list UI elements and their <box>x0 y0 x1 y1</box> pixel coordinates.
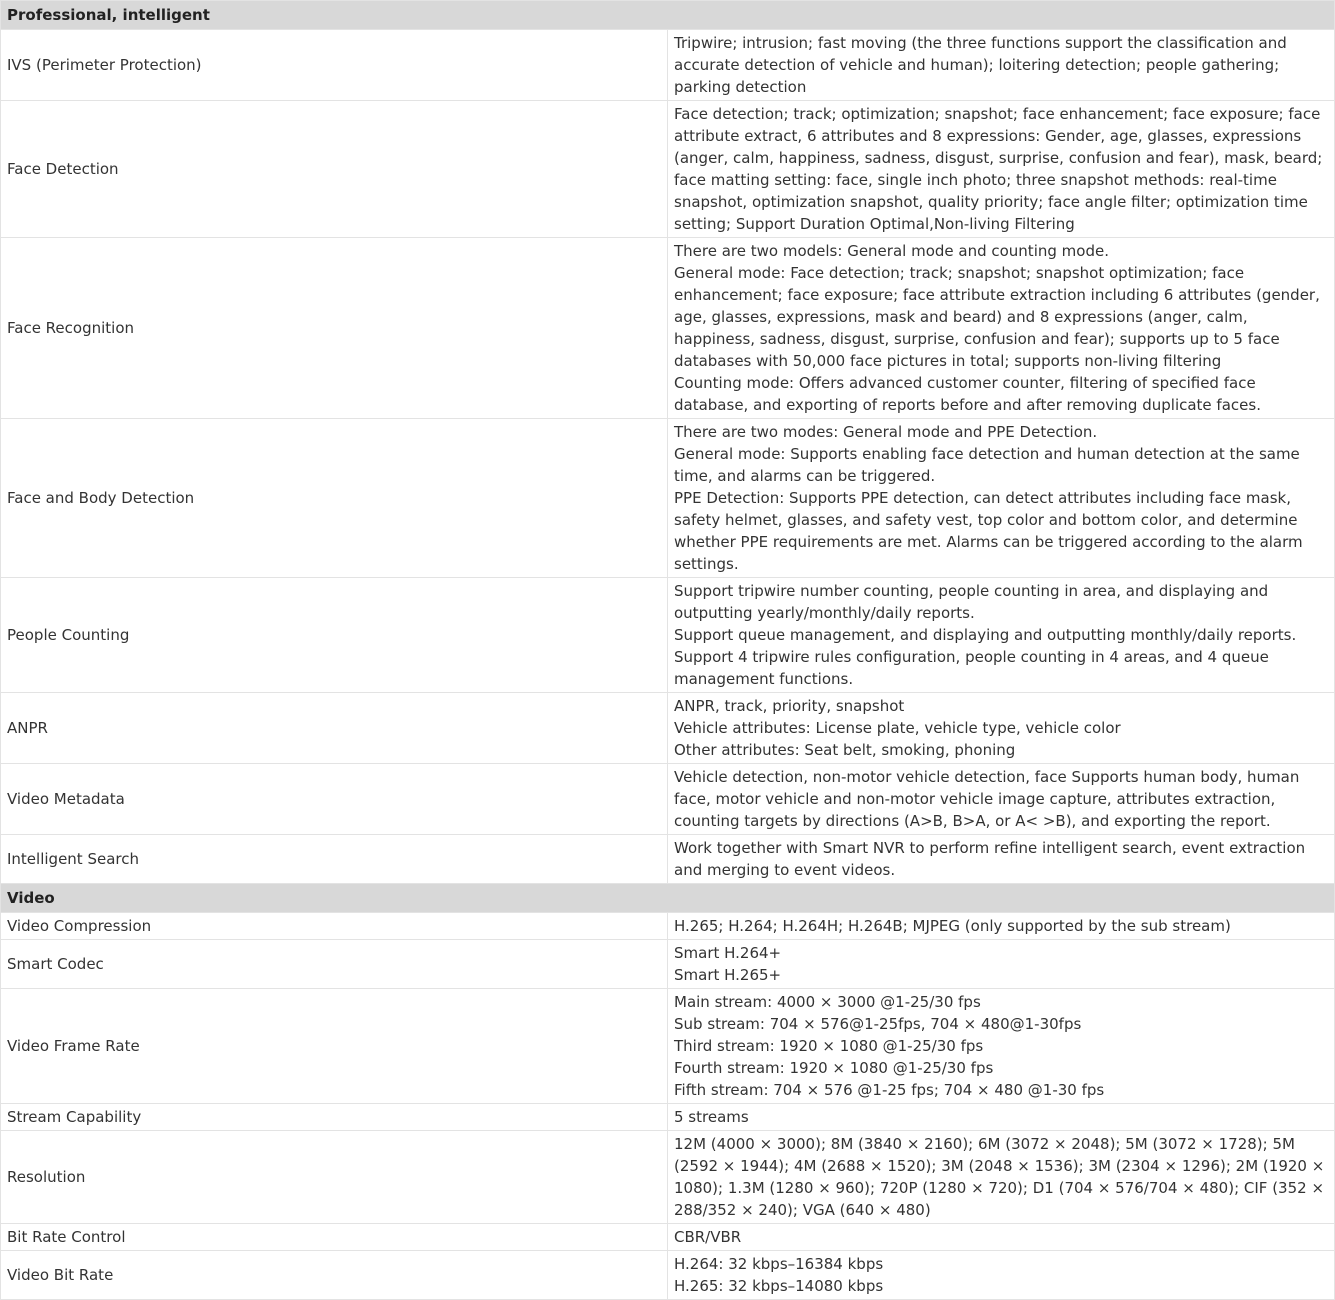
spec-value: CBR/VBR <box>668 1224 1335 1251</box>
spec-label: Face Detection <box>1 101 668 238</box>
spec-value: Main stream: 4000 × 3000 @1-25/30 fps Sub stream: 704 × 576@1-25fps, 704 × 480@1-30fps Third stream: 1920 × 1080 @1-25/30 fps Fourth stream: 1920 × 1080 @1-25/30 fps Fifth stream: 704 × 576 @1-25 fps; 704 × 480 @1-30 fps <box>668 989 1335 1104</box>
spec-value: Face detection; track; optimization; snapshot; face enhancement; face exposure; face attribute extract, 6 attributes and 8 expressions: Gender, age, glasses, expressions (anger, calm, happiness, sadness, disgust, surprise, confusion and fear), mask, beard; face matting setting: face, single inch photo; three snapshot methods: real-time snapshot, optimization snapshot, quality priority; face angle filter; optimization time setting; Support Duration Optimal,Non-living Filtering <box>668 101 1335 238</box>
spec-row <box>1 578 1335 693</box>
spec-label: Stream Capability <box>1 1104 668 1131</box>
spec-row <box>1 940 1335 989</box>
spec-row <box>1 1104 1335 1131</box>
spec-label: Bit Rate Control <box>1 1224 668 1251</box>
spec-value: Smart H.264+ Smart H.265+ <box>668 940 1335 989</box>
section-header <box>1 884 1335 913</box>
section-header <box>1 1 1335 30</box>
spec-row <box>1 101 1335 238</box>
spec-value: There are two models: General mode and counting mode. General mode: Face detection; track; snapshot; snapshot optimization; face enhancement; face exposure; face attribute extraction including 6 attributes (gender, age, glasses, expressions, mask and beard) and 8 expressions (anger, calm, happiness, sadness, disgust, surprise, confusion and fear); supports up to 5 face databases with 50,000 face pictures in total; supports non-living filtering Counting mode: Offers advanced customer counter, filtering of specified face database, and exporting of reports before and after removing duplicate faces. <box>668 238 1335 419</box>
spec-row <box>1 764 1335 835</box>
spec-value: There are two modes: General mode and PPE Detection. General mode: Supports enabling face detection and human detection at the same time, and alarms can be triggered. PPE Detection: Supports PPE detection, can detect attributes including face mask, safety helmet, glasses, and safety vest, top color and bottom color, and determine whether PPE requirements are met. Alarms can be triggered according to the alarm settings. <box>668 419 1335 578</box>
spec-value: Vehicle detection, non-motor vehicle detection, face Supports human body, human face, motor vehicle and non-motor vehicle image capture, attributes extraction, counting targets by directions (A>B, B>A, or A< >B), and exporting the report. <box>668 764 1335 835</box>
spec-row <box>1 1251 1335 1300</box>
spec-label: Video Bit Rate <box>1 1251 668 1300</box>
spec-label: Intelligent Search <box>1 835 668 884</box>
spec-label: IVS (Perimeter Protection) <box>1 30 668 101</box>
spec-row <box>1 238 1335 419</box>
spec-label: Face and Body Detection <box>1 419 668 578</box>
section-title: Video <box>1 884 1335 913</box>
section-title: Professional, intelligent <box>1 1 1335 30</box>
spec-value: 12M (4000 × 3000); 8M (3840 × 2160); 6M (3072 × 2048); 5M (3072 × 1728); 5M (2592 × 1944); 4M (2688 × 1520); 3M (2048 × 1536); 3M (2304 × 1296); 2M (1920 × 1080); 1.3M (1280 × 960); 720P (1280 × 720); D1 (704 × 576/704 × 480); CIF (352 × 288/352 × 240); VGA (640 × 480) <box>668 1131 1335 1224</box>
spec-row <box>1 419 1335 578</box>
spec-value: 5 streams <box>668 1104 1335 1131</box>
spec-row <box>1 693 1335 764</box>
spec-row <box>1 1224 1335 1251</box>
spec-value: H.265; H.264; H.264H; H.264B; MJPEG (only supported by the sub stream) <box>668 913 1335 940</box>
spec-label: Resolution <box>1 1131 668 1224</box>
spec-value: ANPR, track, priority, snapshot Vehicle attributes: License plate, vehicle type, vehicle color Other attributes: Seat belt, smoking, phoning <box>668 693 1335 764</box>
spec-row <box>1 989 1335 1104</box>
spec-label: Face Recognition <box>1 238 668 419</box>
spec-label: Video Frame Rate <box>1 989 668 1104</box>
spec-row <box>1 835 1335 884</box>
spec-table-body <box>1 1 1335 1300</box>
spec-label: Video Metadata <box>1 764 668 835</box>
spec-label: Video Compression <box>1 913 668 940</box>
spec-row <box>1 913 1335 940</box>
spec-row <box>1 30 1335 101</box>
spec-value: Support tripwire number counting, people counting in area, and displaying and outputting yearly/monthly/daily reports. Support queue management, and displaying and outputting monthly/daily reports. Support 4 tripwire rules configuration, people counting in 4 areas, and 4 queue management functions. <box>668 578 1335 693</box>
spec-row <box>1 1131 1335 1224</box>
spec-label: Smart Codec <box>1 940 668 989</box>
spec-label: People Counting <box>1 578 668 693</box>
spec-value: H.264: 32 kbps–16384 kbps H.265: 32 kbps–14080 kbps <box>668 1251 1335 1300</box>
spec-value: Work together with Smart NVR to perform refine intelligent search, event extraction and merging to event videos. <box>668 835 1335 884</box>
spec-value: Tripwire; intrusion; fast moving (the three functions support the classification and accurate detection of vehicle and human); loitering detection; people gathering; parking detection <box>668 30 1335 101</box>
spec-label: ANPR <box>1 693 668 764</box>
